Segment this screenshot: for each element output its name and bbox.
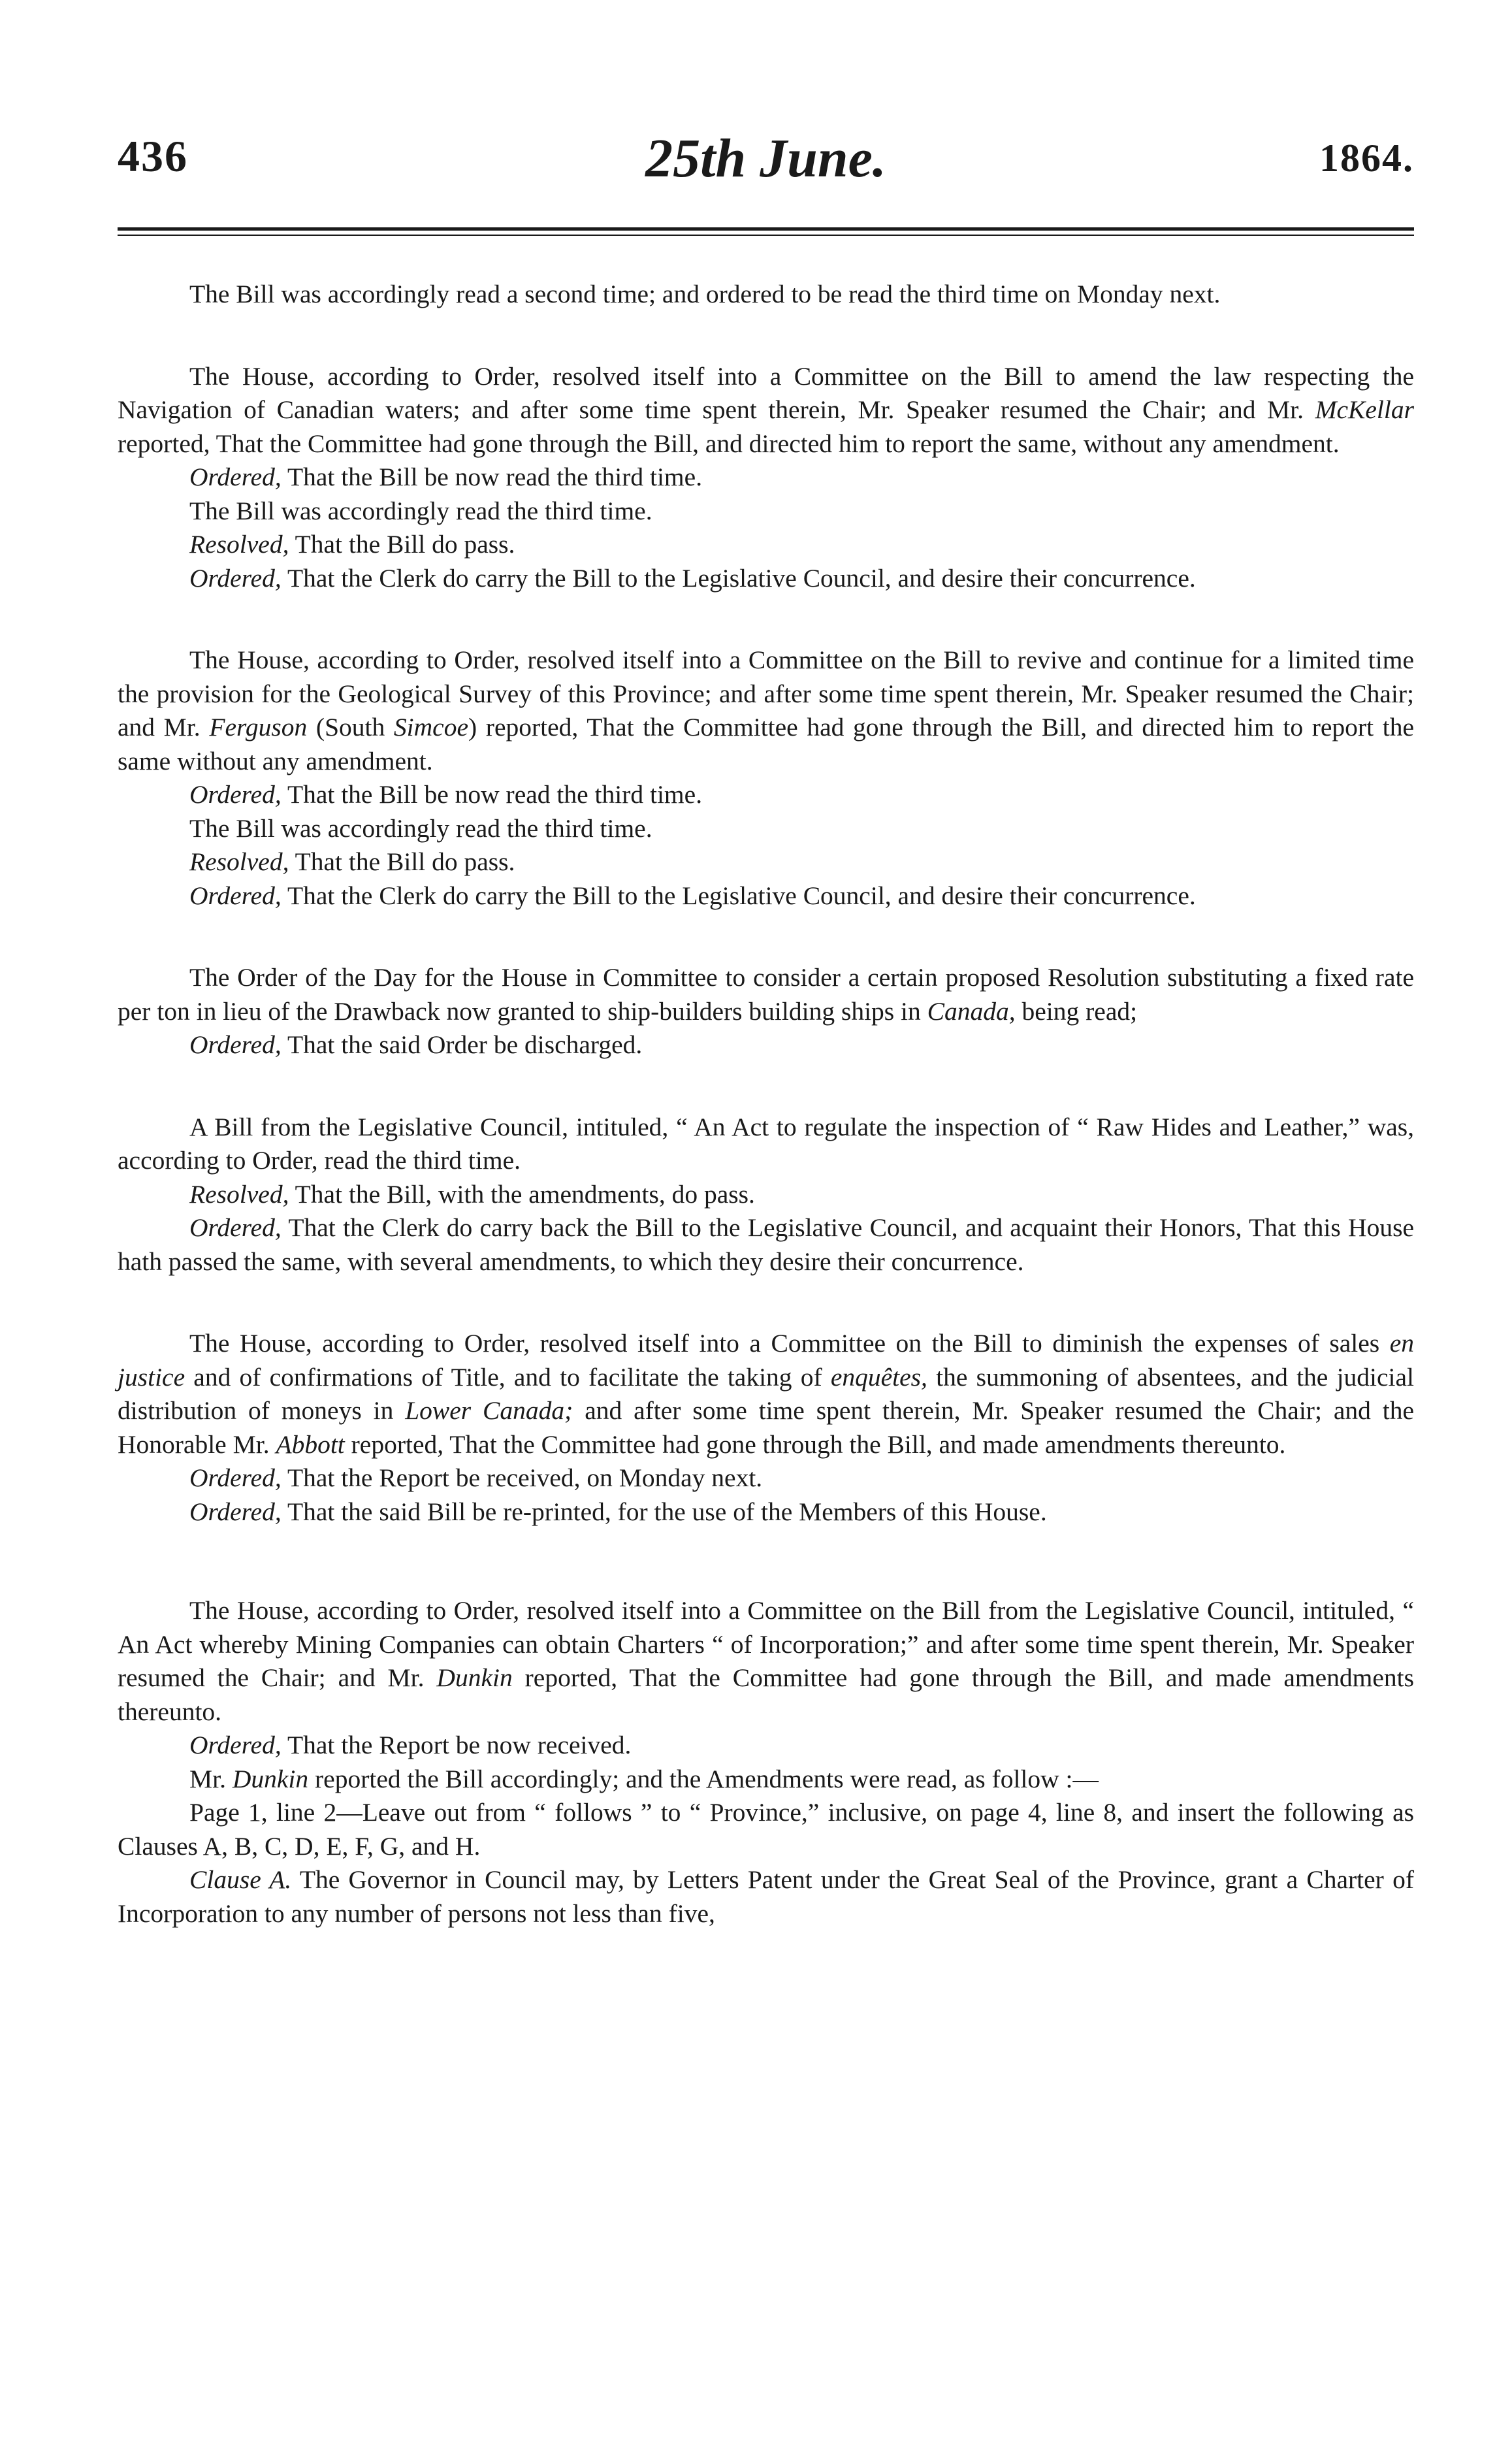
text-run: and of confirmations of Title, and to facilitate the taking of [185,1362,831,1392]
journal-entry [118,1495,1414,1529]
italic-text: Ordered, [189,1213,281,1242]
italic-text: Ordered, [189,1731,281,1759]
text-run: reported, That the Committee had gone through the Bill, and made amendments thereunto. [344,1429,1286,1459]
text-run: The House, according to Order, resolved itself into a Committee on the Bill from the Legislative Council, intituled, “ An Act whereby Mining Companies can obtain Charters “ of Incorporation;” and after some time spent therein, Mr. Speaker resumed the Chair; and Mr. [118,1596,1414,1692]
italic-text: Ordered, [189,780,281,809]
text-run: That the Bill do pass. [289,530,515,559]
journal-entry [118,278,1414,312]
italic-text: Ordered, [189,563,281,593]
text-run: That the Clerk do carry back the Bill to the Legislative Council, and acquaint their Honors, That this House hath passed the same, with several amendments, to which they desire their concurrence. [118,1213,1414,1276]
text-run: Mr. [189,1764,233,1793]
header-rule [118,227,1414,236]
journal-entry [118,1594,1414,1729]
header-year: 1864. [1319,137,1414,180]
paragraph-gap [118,1279,1414,1327]
text-run: That the Clerk do carry the Bill to the Legislative Council, and desire their concurrence. [281,881,1196,910]
text-run: reported the Bill accordingly; and the Amendments were read, as follow :— [308,1764,1099,1793]
italic-text: Dunkin [232,1764,309,1793]
journal-entry [118,360,1414,461]
text-run: The House, according to Order, resolved itself into a Committee on the Bill to amend the law respecting the Navigation of Canadian waters; and after some time spent therein, Mr. Speaker resumed the Chair; and Mr. [118,361,1414,424]
text-run: Page 1, line 2—Leave out from “ follows ” to “ Province,” inclusive, on page 4, line 8, and insert the following as Clauses A, B, C, D, E, F, G, and H. [118,1798,1414,1861]
italic-text: Ferguson [209,713,308,741]
journal-entry [118,1211,1414,1279]
journal-entry [118,1763,1414,1797]
italic-text: Ordered, [189,1463,281,1492]
text-run: The Bill was accordingly read the third time. [189,813,652,843]
text-run: That the said Bill be re-printed, for the use of the Members of this House. [281,1497,1047,1526]
text-run: being read; [1015,996,1138,1026]
journal-entry [118,528,1414,562]
italic-text: Ordered, [189,1030,281,1059]
italic-text: Ordered, [189,463,281,491]
text-run: That the Report be received, on Monday next. [281,1463,763,1492]
text-run: (South [307,713,394,741]
italic-text: Ordered, [189,1497,281,1526]
italic-text: McKellar [1315,395,1414,424]
journal-entry [118,461,1414,495]
italic-text: Resolved, [189,530,289,559]
page-number: 436 [118,131,188,181]
text-run: That the Bill, with the amendments, do pass. [289,1179,755,1209]
italic-text: Simcoe [393,713,468,741]
journal-entry [118,1178,1414,1212]
journal-entry [118,1028,1414,1062]
text-run: That the Bill do pass. [289,847,515,876]
text-run: That the Bill be now read the third time. [281,780,703,809]
journal-entry [118,495,1414,529]
text-run: reported, That the Committee had gone through the Bill, and made amendments thereunto. [118,1663,1415,1726]
paragraph-gap [118,312,1414,360]
text-run: That the Bill be now read the third time. [281,463,703,491]
text-run: The House, according to Order, resolved itself into a Committee on the Bill to diminish the expenses of sales [189,1329,1390,1358]
journal-entry [118,778,1414,812]
journal-entry [118,812,1414,846]
text-run: The Governor in Council may, by Letters Patent under the Great Seal of the Province, grant a Charter of Incorporation to any number of persons not less than five, [118,1865,1414,1928]
paragraph-gap [118,1529,1414,1594]
paragraph-gap [118,913,1414,961]
journal-entry [118,1863,1414,1931]
journal-body [118,278,1414,1931]
running-head-date: 25th June. [645,128,886,189]
text-run: The Bill was accordingly read the third time. [189,496,652,525]
journal-entry [118,879,1414,913]
text-run: That the Report be now received. [281,1731,632,1759]
journal-entry [118,562,1414,596]
italic-text: Canada, [927,996,1016,1026]
journal-entry [118,1461,1414,1495]
journal-entry [118,1111,1414,1178]
paragraph-gap [118,595,1414,644]
text-run: That the said Order be discharged. [281,1030,643,1059]
journal-entry [118,1796,1414,1863]
text-run: The House, according to Order, resolved itself into a Committee on the Bill to revive and continue for a limited time the provision for the Geological Survey of this Province; and after some time spent therein, Mr. Speaker resumed the Chair; and Mr. [118,645,1414,741]
text-run: A Bill from the Legislative Council, intituled, “ An Act to regulate the inspection of “ Raw Hides and Leather,” was, according to Order, read the third time. [118,1112,1414,1175]
italic-text: Clause A. [189,1865,292,1894]
italic-text: Resolved, [189,1179,289,1209]
italic-text: en justice [118,1329,1414,1392]
italic-text: Dunkin [436,1663,513,1692]
text-run: and after some time spent therein, Mr. Speaker resumed the Chair; and the Honorable Mr. [118,1396,1414,1459]
italic-text: enquêtes, [830,1362,927,1392]
italic-text: Resolved, [189,847,289,876]
journal-entry [118,644,1414,778]
text-run: ) reported, That the Committee had gone through the Bill, and directed him to report the same without any amendment. [118,713,1414,775]
document-page [118,128,1415,1931]
text-run: the summoning of absentees, and the judicial distribution of moneys in [118,1362,1414,1425]
journal-entry [118,845,1414,879]
text-run: reported, That the Committee had gone through the Bill, and directed him to report the same, without any amendment. [118,429,1340,458]
journal-entry [118,961,1414,1028]
journal-entry [118,1327,1414,1461]
page-header [118,128,1414,209]
text-run: The Bill was accordingly read a second time; and ordered to be read the third time on Monday next. [189,280,1221,308]
italic-text: Ordered, [189,881,281,910]
italic-text: Abbott [276,1429,345,1459]
text-run: The Order of the Day for the House in Committee to consider a certain proposed Resolution substituting a fixed rate per ton in lieu of the Drawback now granted to ship-builders building ships in [118,963,1414,1026]
italic-text: Lower Canada; [405,1396,573,1425]
text-run: That the Clerk do carry the Bill to the Legislative Council, and desire their concurrence. [281,563,1196,593]
journal-entry [118,1729,1414,1763]
paragraph-gap [118,1062,1414,1111]
